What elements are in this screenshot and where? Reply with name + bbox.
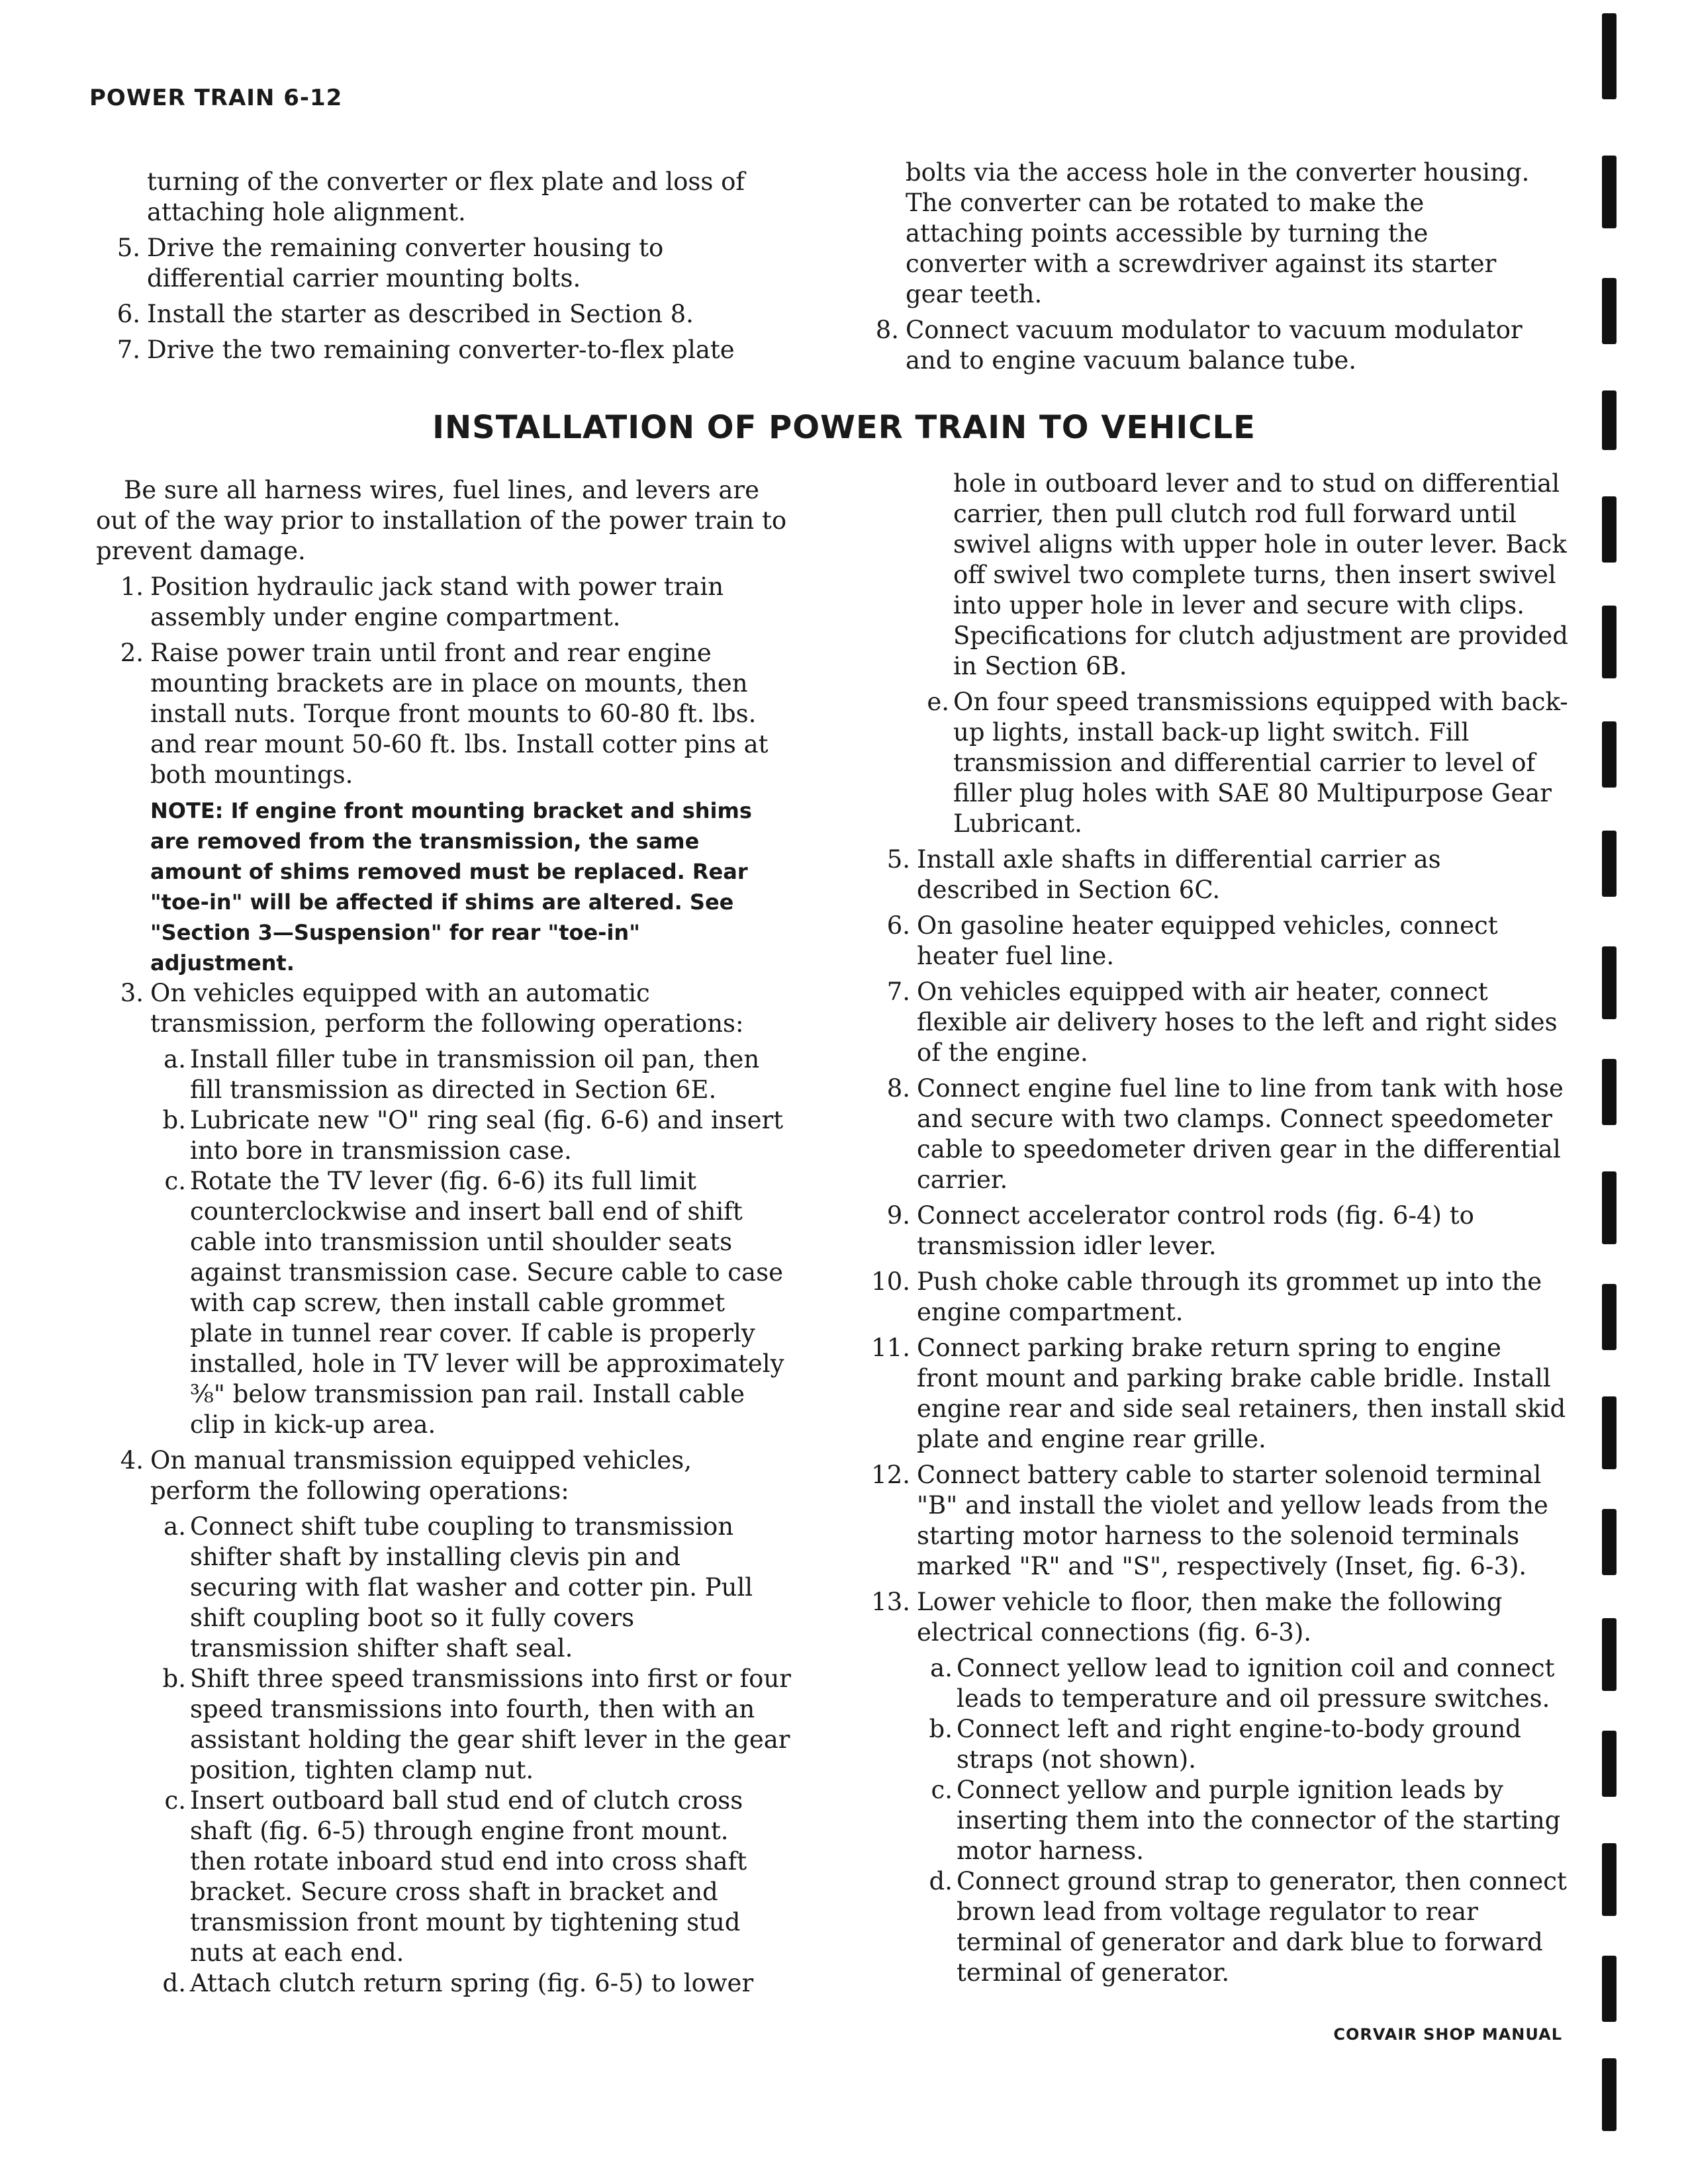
- item-number: 5.: [886, 845, 910, 874]
- continued-paragraph: hole in outboard lever and to stud on differential carrier, then pull clutch rod full forward until swivel aligns with upper hole in outer lever. Back off swivel two complete turns, then insert swivel into upper hole in lever and secure with clips. Specifications for clutch adjustment are provided in Section 6B.: [953, 469, 1568, 680]
- item-number: 9.: [886, 1201, 910, 1230]
- registration-mark: [1602, 2058, 1617, 2131]
- list-item: 3. On vehicles equipped with an automatic transmission, perform the following operations:: [150, 978, 791, 1039]
- registration-mark: [1602, 1618, 1617, 1691]
- list-item: 5. Install axle shafts in differential carrier as described in Section 6C.: [917, 844, 1569, 905]
- item-number: 8.: [886, 1074, 910, 1103]
- list-item: 6. Install the starter as described in Section 8.: [147, 299, 782, 330]
- page-footer: CORVAIR SHOP MANUAL: [1333, 2025, 1562, 2044]
- list-item: 7. Drive the two remaining converter-to-flex plate: [147, 335, 782, 365]
- list-item: 2. Raise power train until front and rear engine mounting brackets are in place on mounts, then install nuts. Torque front mounts to 60-80 ft. lbs. and rear mount 50-60 ft. lbs. Install cotter pins at both mountings.: [150, 638, 791, 790]
- registration-mark: [1602, 1956, 1617, 2022]
- registration-mark: [1602, 496, 1617, 563]
- item-number: 5.: [117, 234, 140, 262]
- list-item: 7. On vehicles equipped with air heater, connect flexible air delivery hoses to the left and right sides of the engine.: [917, 977, 1569, 1068]
- registration-mark: [1602, 1059, 1617, 1125]
- registration-mark: [1602, 1171, 1617, 1244]
- list-item: 1. Position hydraulic jack stand with power train assembly under engine compartment.: [150, 572, 791, 633]
- sub-item: d. Attach clutch return spring (fig. 6-5) to lower: [162, 1969, 754, 1997]
- top-right-column: [875, 158, 1549, 381]
- sub-item: b. Shift three speed transmissions into first or four speed transmissions into fourth, then with an assistant holding the gear shift lever in the gear position, tighten clamp nut.: [162, 1664, 791, 1784]
- registration-mark: [1602, 1731, 1617, 1797]
- list-item: 9. Connect accelerator control rods (fig. 6-4) to transmission idler lever.: [917, 1201, 1569, 1261]
- registration-mark: [1602, 278, 1617, 344]
- sub-item: c. Rotate the TV lever (fig. 6-6) its full limit counterclockwise and insert ball end of shift cable into transmission until shoulder seats against transmission case. Secure cable to case with cap screw, then install cable grommet plate in tunnel rear cover. If cable is properly installed, hole in TV lever will be approximately ⅜" below transmission pan rail. Install cable clip in kick-up area.: [164, 1167, 784, 1439]
- sub-item: d. Connect ground strap to generator, then connect brown lead from voltage regulator to rear terminal of generator and dark blue to forward terminal of generator.: [929, 1867, 1567, 1987]
- sub-item: c. Insert outboard ball stud end of clutch cross shaft (fig. 6-5) through engine front mount. then rotate inboard stud end into cross shaft bracket. Secure cross shaft in bracket and transmission front mount by tightening stud nuts at each end.: [164, 1786, 747, 1967]
- item-number: 7.: [117, 336, 140, 364]
- section-title: INSTALLATION OF POWER TRAIN TO VEHICLE: [432, 409, 1256, 446]
- list-item: 10. Push choke cable through its grommet up into the engine compartment.: [917, 1267, 1569, 1328]
- registration-mark: [1602, 831, 1617, 897]
- sub-item: a. Connect shift tube coupling to transmission shifter shaft by installing clevis pin and securing with flat washer and cotter pin. Pull shift coupling boot so it fully covers transmission shifter shaft seal.: [164, 1512, 753, 1662]
- list-item: 8. Connect engine fuel line to line from tank with hose and secure with two clamps. Connect speedometer cable to speedometer driven gear in the differential carrier.: [917, 1073, 1569, 1195]
- item-number: 6.: [886, 911, 910, 940]
- list-item: 6. On gasoline heater equipped vehicles, connect heater fuel line.: [917, 911, 1569, 972]
- list-item: 4. On manual transmission equipped vehicles, perform the following operations:: [150, 1445, 791, 1506]
- item-number: 12.: [871, 1461, 910, 1489]
- sub-item: c. Connect yellow and purple ignition leads by inserting them into the connector of the starting motor harness.: [931, 1776, 1561, 1865]
- list-item: 5. Drive the remaining converter housing to differential carrier mounting bolts.: [147, 233, 782, 294]
- list-item: turning of the converter or flex plate and loss of attaching hole alignment.: [147, 167, 745, 226]
- registration-mark: [1602, 390, 1617, 450]
- sub-item: b. Connect left and right engine-to-body ground straps (not shown).: [929, 1715, 1521, 1774]
- list-item: 12. Connect battery cable to starter solenoid terminal "B" and install the violet and yellow leads from the starting motor harness to the solenoid terminals marked "R" and "S", respectively (Inset, fig. 6-3).: [917, 1460, 1569, 1582]
- sub-item: e. On four speed transmissions equipped with back-up lights, install back-up light switch. Fill transmission and differential carrier to level of filler plug holes with SAE 80 Multipurpose Gear Lubricant.: [927, 688, 1568, 838]
- registration-mark: [1602, 13, 1617, 99]
- sub-item: b. Lubricate new "O" ring seal (fig. 6-6) and insert into bore in transmission case.: [162, 1106, 784, 1165]
- note: NOTE: If engine front mounting bracket and shims are removed from the transmission, the same amount of shims removed must be replaced. Rear "toe-in" will be affected if shims are altered. See "Section 3—Suspension" for rear "toe-in" adjustment.: [150, 798, 752, 976]
- item-number: 3.: [120, 979, 144, 1007]
- item-number: 13.: [871, 1588, 910, 1616]
- item-number: 11.: [871, 1334, 910, 1362]
- item-number: 7.: [886, 978, 910, 1006]
- list-item: 13. Lower vehicle to floor, then make the following electrical connections (fig. 6-3).: [917, 1587, 1569, 1648]
- item-number: 10.: [871, 1267, 910, 1296]
- registration-mark: [1602, 1843, 1617, 1916]
- registration-mark: [1602, 1509, 1617, 1575]
- registration-mark: [1602, 156, 1617, 228]
- registration-mark: [1602, 1396, 1617, 1469]
- item-number: 1.: [120, 572, 144, 601]
- left-column: [96, 475, 791, 1999]
- registration-mark: [1602, 721, 1617, 788]
- top-left-column: [117, 167, 782, 371]
- sub-item: a. Install filler tube in transmission oil pan, then fill transmission as directed in Section 6E.: [164, 1045, 760, 1104]
- registration-mark: [1602, 946, 1617, 1019]
- right-column: [871, 469, 1569, 1988]
- registration-mark: [1602, 1284, 1617, 1350]
- list-item: 11. Connect parking brake return spring to engine front mount and parking brake cable bridle. Install engine rear and side seal retainers, then install skid plate and engine rear grille.: [917, 1333, 1569, 1455]
- item-number: 6.: [117, 300, 140, 328]
- item-number: 8.: [875, 316, 899, 344]
- registration-mark: [1602, 606, 1617, 678]
- page-header: POWER TRAIN 6-12: [89, 85, 343, 111]
- item-number: 4.: [120, 1446, 144, 1475]
- list-item: bolts via the access hole in the converter housing. The converter can be rotated to make the attaching points accessible by turning the converter with a screwdriver against its starter gear teeth.: [906, 158, 1530, 308]
- sub-item: a. Connect yellow lead to ignition coil and connect leads to temperature and oil pressure switches.: [930, 1654, 1555, 1713]
- list-item: 8. Connect vacuum modulator to vacuum modulator and to engine vacuum balance tube.: [906, 315, 1549, 376]
- item-number: 2.: [120, 639, 144, 667]
- intro-paragraph: Be sure all harness wires, fuel lines, and levers are out of the way prior to installation of the power train to prevent damage.: [96, 476, 787, 565]
